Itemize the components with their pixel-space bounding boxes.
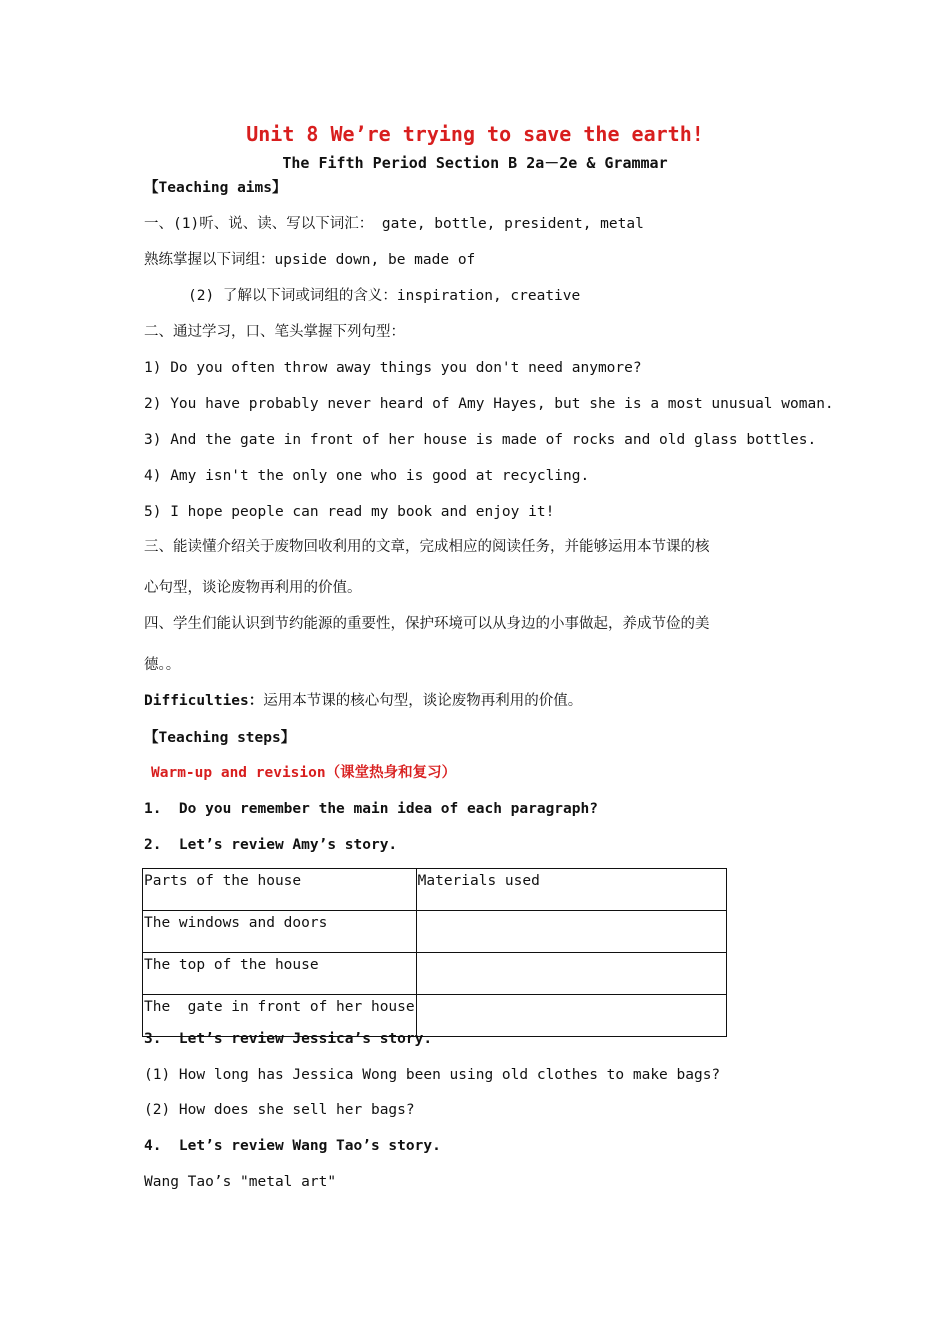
table-row — [143, 953, 727, 995]
aim-values-line-1: 四、学生们能认识到节约能源的重要性，保护环境可以从身边的小事做起，养成节俭的美 — [144, 616, 710, 632]
table-header-cell: Materials used — [416, 869, 726, 911]
aim-sentences-intro: 二、通过学习，口、笔头掌握下列句型： — [144, 324, 405, 340]
question-3-item: (2) How does she sell her bags? — [144, 1102, 415, 1118]
sentence-item: 5) I hope people can read my book and enjoy it! — [144, 504, 555, 520]
sentence-item: 4) Amy isn't the only one who is good at recycling. — [144, 468, 590, 484]
table-cell: The top of the house — [143, 953, 417, 995]
table-answer-cell[interactable] — [416, 911, 726, 953]
table-answer-cell[interactable] — [416, 995, 726, 1037]
teaching-steps-heading: 【Teaching steps】 — [144, 730, 296, 746]
aim-reading-line-2: 心句型，谈论废物再利用的价值。 — [144, 580, 362, 596]
table-cell: The gate in front of her house — [143, 995, 417, 1037]
difficulties-text: 运用本节课的核心句型，谈论废物再利用的价值。 — [263, 693, 583, 709]
sentence-item: 1) Do you often throw away things you don't need anymore? — [144, 360, 642, 376]
table-header-cell: Parts of the house — [143, 869, 417, 911]
question-1: 1. Do you remember the main idea of each paragraph? — [144, 801, 598, 817]
teaching-aims-heading: 【Teaching aims】 — [144, 180, 287, 196]
question-4-text: Wang Tao’s "metal art" — [144, 1174, 337, 1190]
aim-values-line-2: 德。。 — [144, 657, 181, 673]
question-3: 3. Let’s review Jessica’s story. — [144, 1031, 433, 1047]
sentence-item: 3) And the gate in front of her house is made of rocks and old glass bottles. — [144, 432, 817, 448]
aim-phrases: 熟练掌握以下词组：upside down, be made of — [144, 252, 476, 268]
table-answer-cell[interactable] — [416, 953, 726, 995]
aim-reading-line-1: 三、能读懂介绍关于废物回收利用的文章，完成相应的阅读任务，并能够运用本节课的核 — [144, 539, 710, 555]
aim-meanings: (2) 了解以下词或词组的含义：inspiration, creative — [188, 288, 581, 304]
materials-table — [142, 868, 727, 1037]
page-subtitle: The Fifth Period Section B 2a－2e & Grammar — [282, 154, 668, 172]
difficulties-label: Difficulties： — [144, 693, 264, 709]
aim-vocabulary: 一、(1)听、说、读、写以下词汇： gate, bottle, president, metal — [144, 216, 644, 232]
question-2: 2. Let’s review Amy’s story. — [144, 837, 398, 853]
table-row — [143, 911, 727, 953]
question-3-item: (1) How long has Jessica Wong been using old clothes to make bags? — [144, 1067, 721, 1083]
page-title: Unit 8 We’re trying to save the earth! — [246, 122, 704, 146]
sentence-item: 2) You have probably never heard of Amy Hayes, but she is a most unusual woman. — [144, 396, 834, 412]
table-cell: The windows and doors — [143, 911, 417, 953]
table-header-row — [143, 869, 727, 911]
difficulties — [144, 691, 582, 711]
warmup-heading: Warm-up and revision（课堂热身和复习） — [151, 765, 457, 781]
question-4: 4. Let’s review Wang Tao’s story. — [144, 1138, 441, 1154]
